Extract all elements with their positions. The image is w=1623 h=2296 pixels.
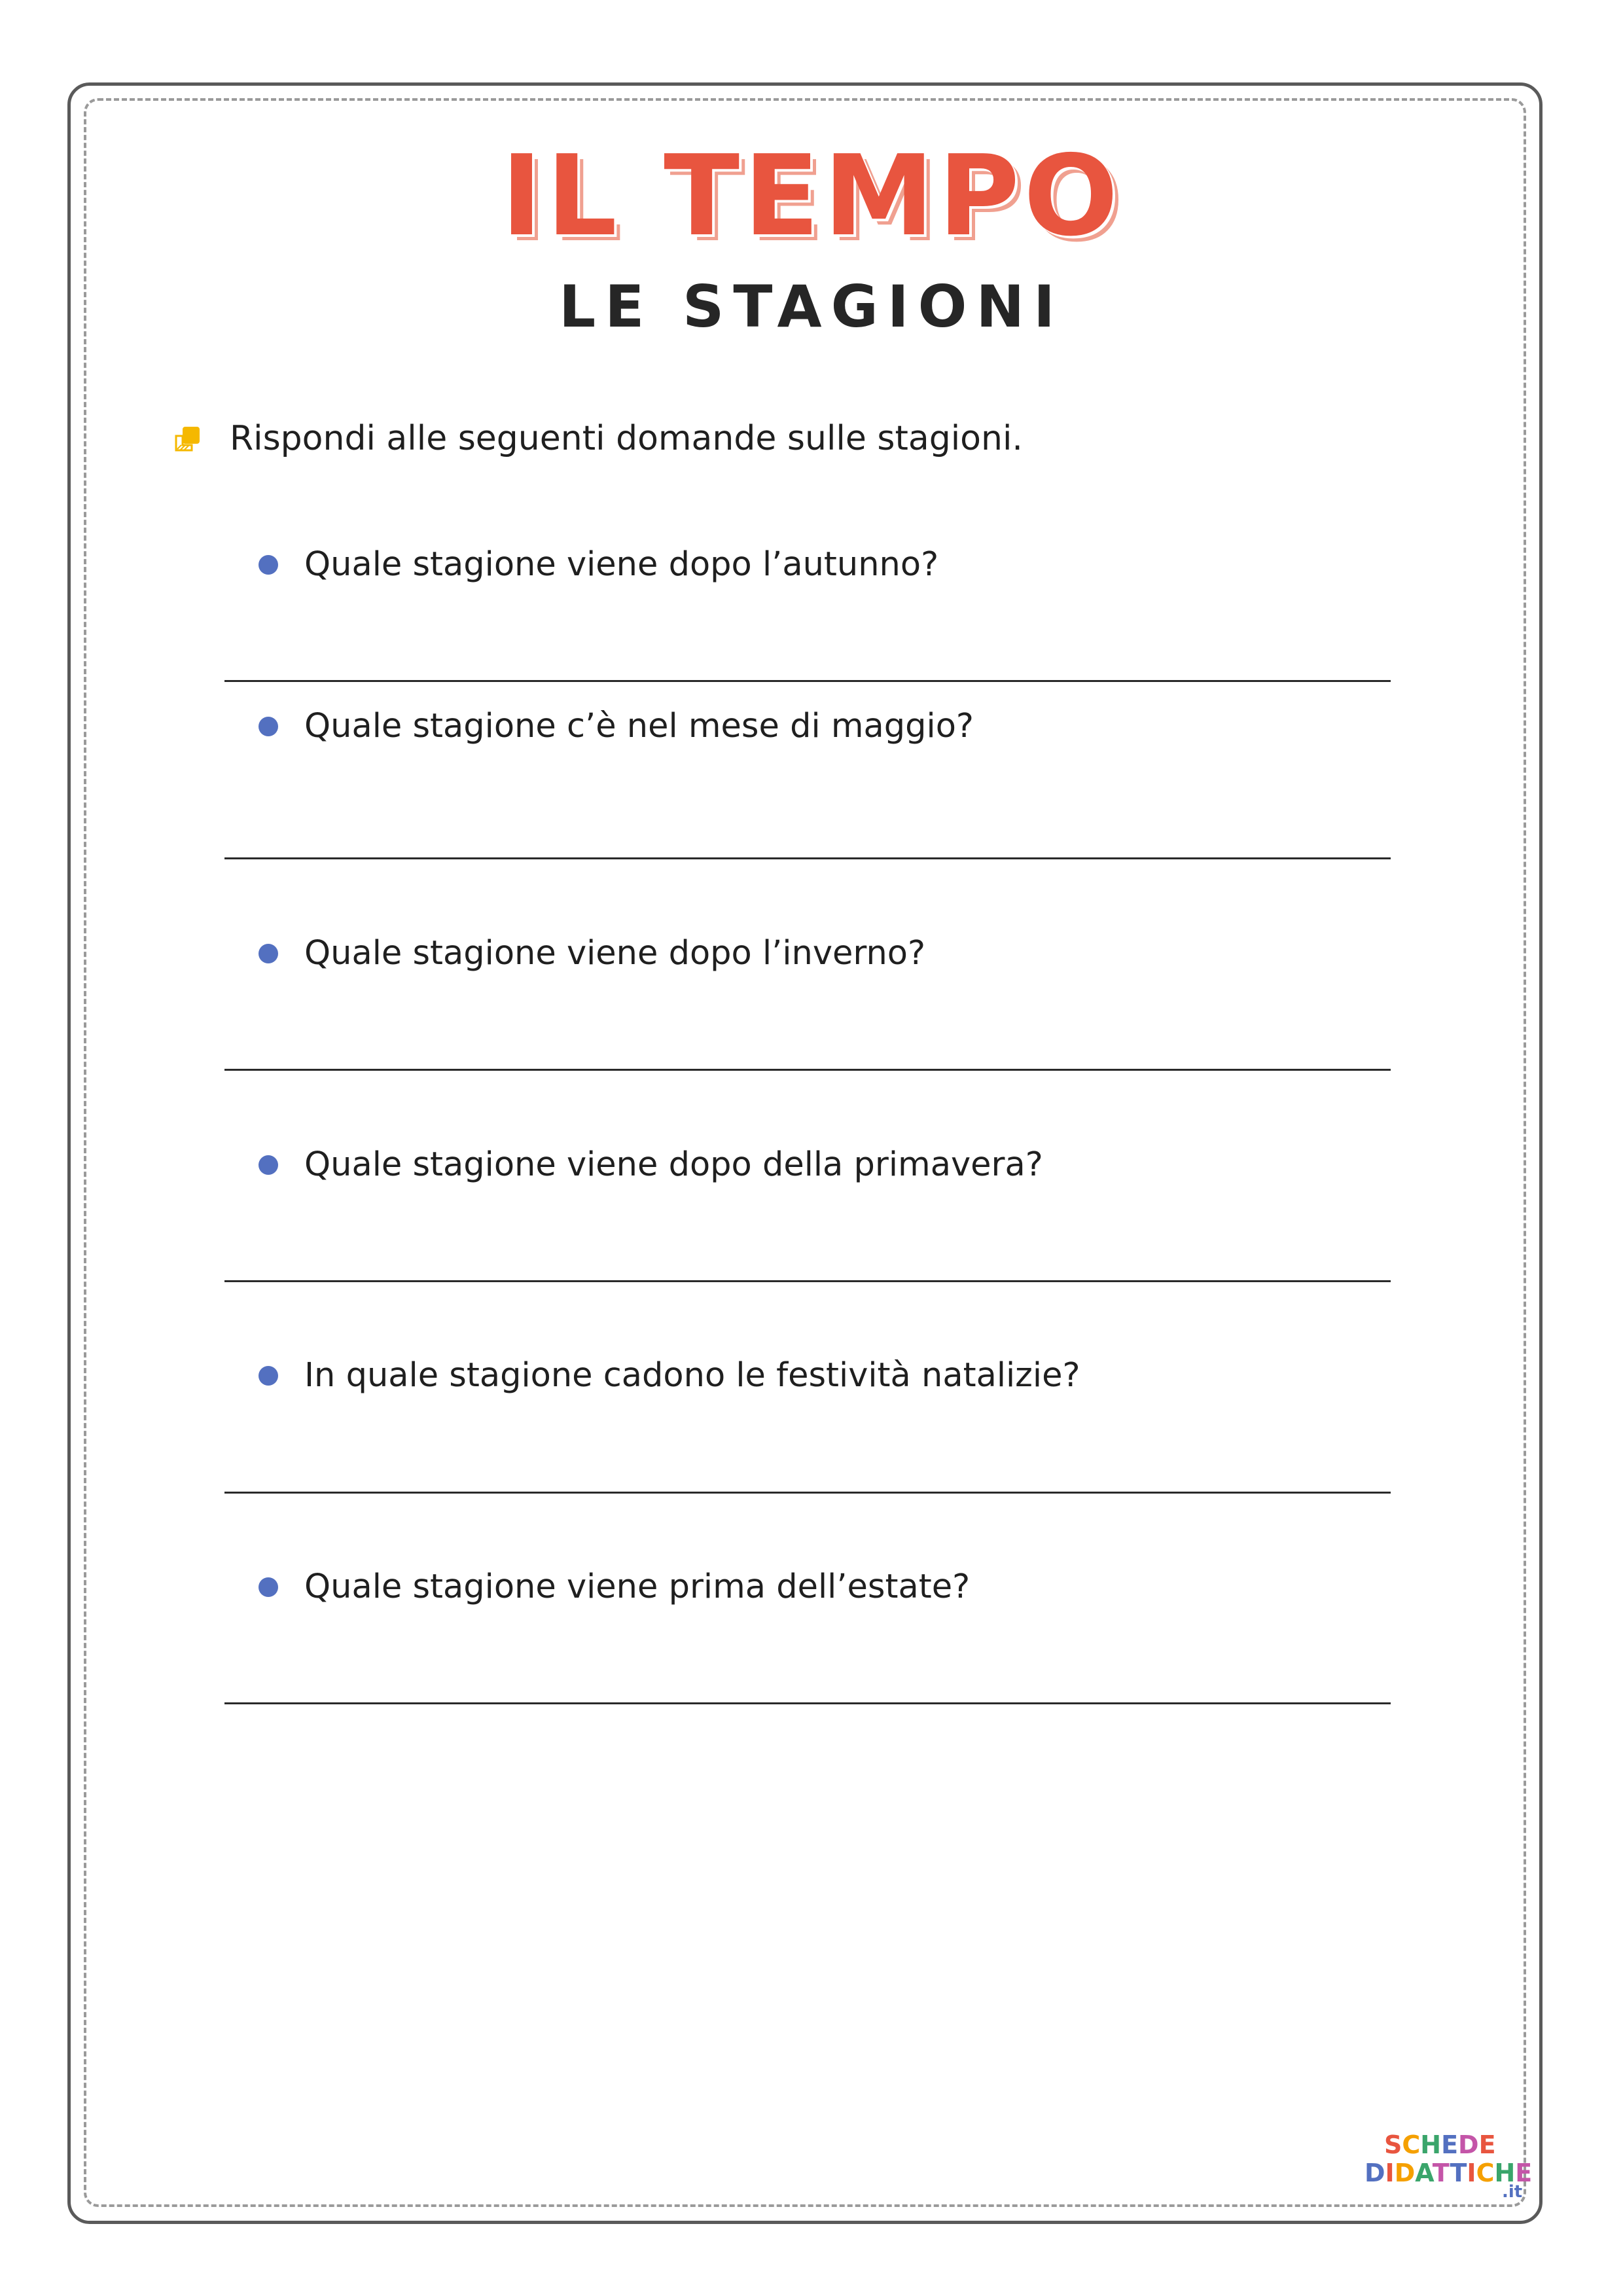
question-text: Quale stagione viene dopo l’inverno? xyxy=(304,934,926,973)
bullet-dot-icon xyxy=(259,1366,278,1386)
logo-graphic xyxy=(1364,2124,1533,2202)
instruction xyxy=(173,419,1023,458)
bullet-dot-icon xyxy=(259,1155,278,1175)
page-subtitle: LE STAGIONI xyxy=(559,273,1064,340)
question-item xyxy=(259,1356,1080,1395)
answer-line[interactable] xyxy=(224,857,1391,859)
page-title: IL TEMPO xyxy=(501,132,1122,261)
question-text: Quale stagione viene dopo l’autunno? xyxy=(304,545,939,584)
answer-line[interactable] xyxy=(224,1069,1391,1071)
logo-suffix: .it xyxy=(1502,2182,1523,2202)
bullet-dot-icon xyxy=(259,717,278,736)
question-item xyxy=(259,934,925,973)
question-item xyxy=(259,545,938,584)
question-item xyxy=(259,1568,970,1606)
bullet-dot-icon xyxy=(259,555,278,575)
question-text: In quale stagione cadono le festività natalizie? xyxy=(304,1356,1080,1395)
question-text: Quale stagione viene prima dell’estate? xyxy=(304,1568,971,1606)
question-item xyxy=(259,1145,1043,1184)
schede-didattiche-logo xyxy=(1364,2124,1533,2202)
question-text: Quale stagione viene dopo della primavera? xyxy=(304,1145,1043,1184)
question-text: Quale stagione c’è nel mese di maggio? xyxy=(304,707,974,745)
answer-line[interactable] xyxy=(224,680,1391,682)
sticky-note-icon xyxy=(173,425,202,452)
logo-line2: DIDATTICHE xyxy=(1364,2159,1533,2187)
answer-line[interactable] xyxy=(224,1492,1391,1494)
logo-line1: SCHEDE xyxy=(1384,2130,1496,2159)
answer-line[interactable] xyxy=(224,1702,1391,1704)
bullet-dot-icon xyxy=(259,944,278,963)
instruction-text: Rispondi alle seguenti domande sulle stagioni. xyxy=(230,419,1023,458)
bullet-dot-icon xyxy=(259,1577,278,1597)
answer-line[interactable] xyxy=(224,1280,1391,1282)
question-item xyxy=(259,707,974,745)
